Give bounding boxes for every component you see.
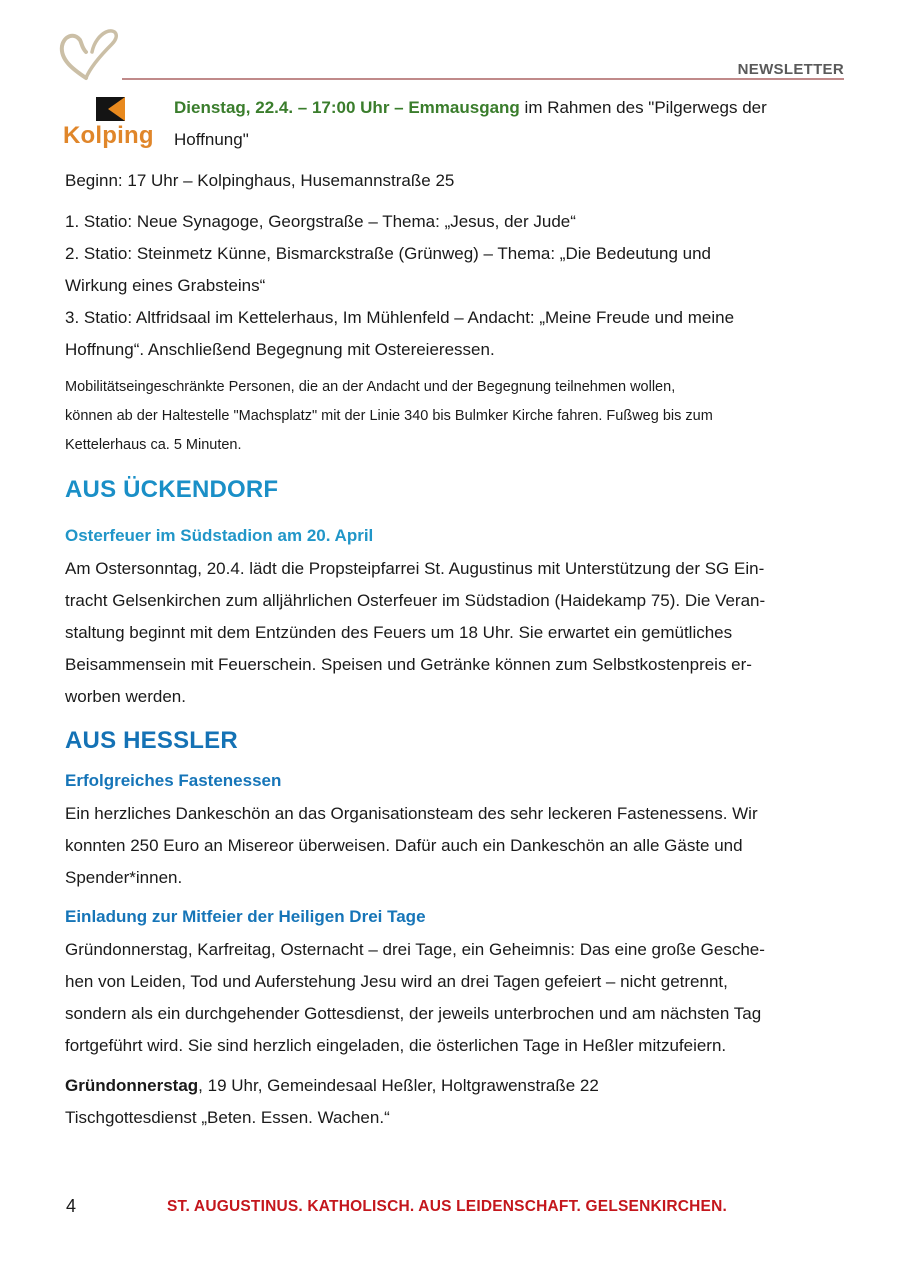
section-title-hessler: AUS HESSLER (65, 727, 238, 754)
article-line: tracht Gelsenkirchen zum alljährlichen Osterfeuer im Südstadion (Haidekamp 75). Die Veran- (65, 591, 766, 610)
article-line: Am Ostersonntag, 20.4. lädt die Propsteipfarrei St. Augustinus mit Unterstützung der SG Ein- (65, 559, 765, 578)
header-rule (122, 78, 844, 80)
heart-outline-icon (56, 26, 124, 82)
article-line: worben werden. (65, 687, 186, 706)
station-line: 1. Statio: Neue Synagoge, Georgstraße – Thema: „Jesus, der Jude“ (65, 212, 576, 231)
page-number: 4 (66, 1196, 77, 1216)
station-line: Hoffnung“. Anschließend Begegnung mit Ostereieressen. (65, 340, 495, 359)
station-list (65, 206, 845, 366)
kolping-k-icon (96, 97, 125, 121)
mobility-line: Kettelerhaus ca. 5 Minuten. (65, 437, 242, 453)
schedule-line (65, 1070, 845, 1102)
article-line: konnten 250 Euro an Misereor überweisen. Dafür auch ein Dankeschön an alle Gäste und (65, 836, 743, 855)
kolping-wordmark: Kolping (63, 122, 154, 149)
schedule-service: Tischgottesdienst „Beten. Essen. Wachen.“ (65, 1108, 390, 1127)
mobility-line: Mobilitätseingeschränkte Personen, die an der Andacht und der Begegnung teilnehmen wollen, (65, 379, 676, 395)
section-title-ueckendorf: AUS ÜCKENDORF (65, 476, 279, 503)
article-line: Gründonnerstag, Karfreitag, Osternacht – drei Tage, ein Geheimnis: Das eine große Gesche- (65, 940, 765, 959)
article-line: Beisammensein mit Feuerschein. Speisen und Getränke können zum Selbstkostenpreis er- (65, 655, 752, 674)
station-line: 2. Statio: Steinmetz Künne, Bismarckstraße (Grünweg) – Thema: „Die Bedeutung und (65, 244, 711, 263)
article-title-drei-tage: Einladung zur Mitfeier der Heiligen Drei Tage (65, 907, 426, 926)
station-line: Wirkung eines Grabsteins“ (65, 276, 266, 295)
event-highlight: Dienstag, 22.4. – 17:00 Uhr – Emmausgang (174, 98, 520, 117)
article-body-fastenessen (65, 798, 845, 894)
mobility-note (65, 373, 845, 460)
article-body-osterfeuer (65, 553, 845, 713)
event-start-text: Beginn: 17 Uhr – Kolpinghaus, Husemannstraße 25 (65, 171, 455, 190)
article-line: Ein herzliches Dankeschön an das Organisationsteam des sehr leckeren Fastenessens. Wir (65, 804, 758, 823)
kolping-event-intro (174, 92, 844, 156)
article-title-osterfeuer: Osterfeuer im Südstadion am 20. April (65, 526, 374, 545)
footer-slogan: ST. AUGUSTINUS. KATHOLISCH. AUS LEIDENSCHAFT. GELSENKIRCHEN. (167, 1198, 727, 1215)
event-description-1: im Rahmen des "Pilgerwegs der (519, 98, 767, 117)
article-title-fastenessen: Erfolgreiches Fastenessen (65, 771, 282, 790)
event-description-2: Hoffnung" (174, 130, 249, 149)
schedule-details: , 19 Uhr, Gemeindesaal Heßler, Holtgrawenstraße 22 (198, 1076, 599, 1095)
mobility-line: können ab der Haltestelle "Machsplatz" mit der Linie 340 bis Bulmker Kirche fahren. Fußweg bis zum (65, 408, 713, 424)
station-line: 3. Statio: Altfridsaal im Kettelerhaus, Im Mühlenfeld – Andacht: „Meine Freude und meine (65, 308, 735, 327)
article-line: fortgeführt wird. Sie sind herzlich eingeladen, die österlichen Tage in Heßler mitzufeiern. (65, 1036, 727, 1055)
article-line: staltung beginnt mit dem Entzünden des Feuers um 18 Uhr. Sie erwartet ein gemütliches (65, 623, 733, 642)
schedule-day: Gründonnerstag (65, 1076, 199, 1095)
article-line: sondern als ein durchgehender Gottesdienst, der jeweils unterbrochen und am nächsten Tag (65, 1004, 762, 1023)
event-start (65, 165, 845, 197)
kolping-logo (63, 95, 163, 155)
article-line: Spender*innen. (65, 868, 183, 887)
article-body-drei-tage (65, 934, 845, 1062)
article-line: hen von Leiden, Tod und Auferstehung Jesu wird an drei Tagen gefeiert – nicht getrennt, (65, 972, 728, 991)
newsletter-label: NEWSLETTER (737, 61, 844, 78)
schedule-gruendonnerstag (65, 1070, 845, 1134)
